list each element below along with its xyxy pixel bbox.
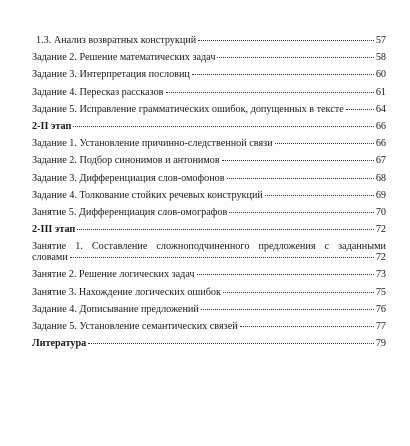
toc-entry-title: Занятие 3. Нахождение логических ошибок	[32, 286, 221, 298]
toc-entry-page: 72	[375, 252, 386, 264]
dot-leader	[166, 92, 374, 93]
dot-leader	[77, 229, 374, 230]
toc-entry-page: 67	[375, 155, 386, 167]
toc-entry	[32, 241, 386, 263]
toc-entry	[32, 287, 386, 298]
toc-entry	[32, 321, 386, 332]
toc-entry	[32, 121, 386, 132]
dot-leader	[240, 326, 374, 327]
toc-entry	[32, 155, 386, 166]
dot-leader	[88, 343, 374, 344]
toc-entry-title: Задание 4. Толкование стойких речевых конструкций	[32, 189, 263, 201]
dot-leader	[192, 74, 374, 75]
toc-entry-title: Задание 3. Дифференциация слов-омофонов	[32, 172, 225, 184]
dot-leader	[198, 40, 374, 41]
toc-entry	[32, 87, 386, 98]
toc-entry	[32, 138, 386, 149]
dot-leader	[222, 160, 374, 161]
toc-entry	[32, 338, 386, 349]
dot-leader	[227, 178, 374, 179]
dot-leader	[229, 212, 374, 213]
toc-entry-page: 70	[375, 206, 386, 218]
dot-leader	[346, 109, 374, 110]
toc-entry-page: 68	[375, 172, 386, 184]
table-of-contents	[32, 35, 386, 355]
dot-leader	[201, 309, 374, 310]
toc-entry-title: Задание 4. Пересказ рассказов	[32, 86, 164, 98]
toc-entry-title: Занятие 1. Составление сложноподчиненного предложения с заданными	[32, 241, 386, 253]
toc-entry-page: 61	[375, 86, 386, 98]
toc-entry-title: Задание 4. Дописывание предложений	[32, 303, 199, 315]
toc-entry-page: 60	[375, 69, 386, 81]
toc-entry-title: Задание 5. Исправление грамматических ошибок, допущенных в тексте	[32, 103, 344, 115]
toc-entry-title: Занятие 5. Дифференциация слов-омографов	[32, 206, 228, 218]
toc-entry-page: 69	[375, 189, 386, 201]
toc-entry	[32, 69, 386, 80]
toc-entry	[32, 173, 386, 184]
toc-entry-title: Занятие 2. Решение логических задач	[32, 269, 195, 281]
toc-entry-page: 64	[375, 103, 386, 115]
toc-entry-page: 66	[375, 138, 386, 150]
toc-entry-title: Задание 5. Установление семантических связей	[32, 321, 238, 332]
toc-entry	[32, 304, 386, 315]
toc-entry-page: 76	[375, 303, 386, 315]
toc-entry	[32, 104, 386, 115]
toc-entry	[32, 207, 386, 218]
toc-entry-title: Задание 3. Интерпретация пословиц	[32, 69, 190, 81]
toc-entry-title: Задание 2. Подбор синонимов и антонимов	[32, 155, 220, 167]
dot-leader	[73, 126, 373, 127]
toc-entry	[32, 269, 386, 280]
toc-entry-page: 66	[375, 120, 386, 132]
dot-leader	[265, 195, 374, 196]
dot-leader	[275, 143, 374, 144]
dot-leader	[197, 274, 374, 275]
toc-entry-title: Литература	[32, 338, 87, 350]
toc-entry-title: 1.3. Анализ возвратных конструкций	[36, 35, 197, 46]
toc-entry	[32, 52, 386, 63]
toc-entry	[32, 35, 386, 46]
toc-entry	[32, 190, 386, 201]
dot-leader	[217, 57, 373, 58]
dot-leader	[70, 257, 374, 258]
toc-entry-page: 57	[375, 35, 386, 46]
toc-entry-page: 73	[375, 269, 386, 281]
toc-entry-page: 75	[375, 286, 386, 298]
toc-entry-page: 58	[375, 52, 386, 64]
toc-entry-title: 2-III этап	[32, 224, 76, 236]
toc-entry-title: Задание 1. Установление причинно-следственной связи	[32, 138, 273, 150]
toc-entry-page: 77	[375, 321, 386, 332]
toc-entry-title-continued: словами	[32, 252, 68, 264]
toc-entry-title: Задание 2. Решение математических задач	[32, 52, 216, 64]
dot-leader	[223, 292, 374, 293]
toc-entry-page: 72	[375, 224, 386, 236]
toc-entry-title: 2-II этап	[32, 120, 72, 132]
toc-entry-page: 79	[375, 338, 386, 350]
toc-entry	[32, 224, 386, 235]
